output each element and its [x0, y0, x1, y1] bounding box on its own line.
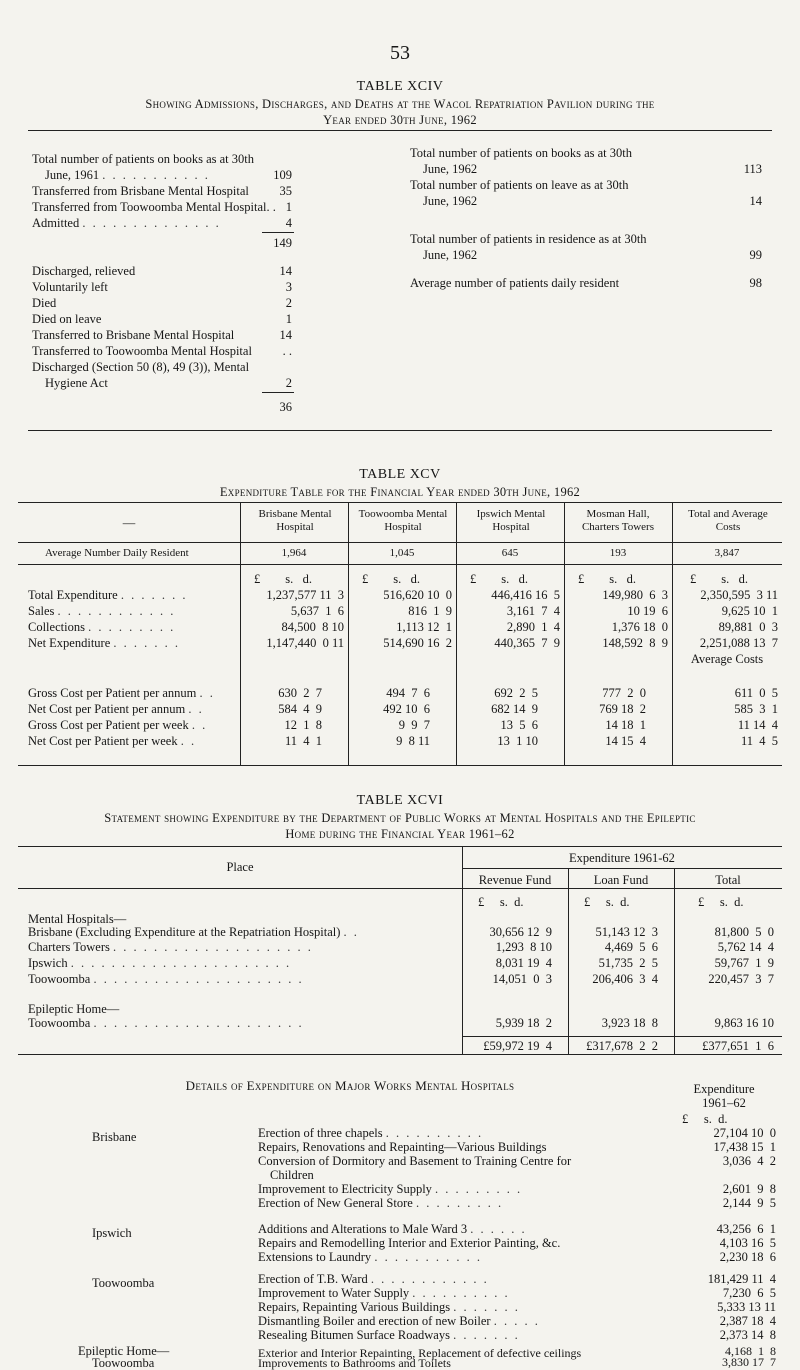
table-cell: 440,365 7 9: [494, 636, 560, 650]
table-cell: 5,762 14 4: [717, 940, 774, 954]
group-label: Epileptic Home—: [28, 1002, 120, 1016]
table-cell: 30,656 12 9: [489, 925, 552, 939]
list-item-label: Transferred to Brisbane Mental Hospital: [32, 328, 235, 342]
list-item-label: Transferred from Toowoomba Mental Hospital. .: [32, 200, 276, 214]
currency-header: £ s. d.: [690, 572, 748, 586]
currency-header: £ s. d.: [470, 572, 528, 586]
column-header: Ipswich Mental Hospital: [476, 508, 546, 533]
list-item-value: 7,230 6 5: [722, 1286, 776, 1300]
list-item-value: 113: [743, 162, 762, 176]
table-cell: 14 18 1: [605, 718, 646, 732]
row-label: Toowoomba . . . . . . . . . . . . . . . . . . . . .: [28, 1016, 304, 1030]
column-header: Mosman Hall, Charters Towers: [581, 508, 655, 533]
table-xcv-title: TABLE XCV: [359, 467, 441, 482]
table-cell: 645: [501, 547, 519, 559]
column-header: Expenditure: [693, 1082, 755, 1096]
list-item-label: Total number of patients on leave as at 30th: [410, 178, 629, 192]
table-cell: 193: [609, 547, 627, 559]
table-cell: 2,890 1 4: [506, 620, 560, 634]
list-item: Erection of T.B. Ward . . . . . . . . . . . .: [258, 1272, 489, 1286]
row-label: Gross Cost per Patient per week . .: [28, 718, 208, 732]
table-cell: 769 18 2: [599, 702, 646, 716]
table-xcv-subtitle: Expenditure Table for the Financial Year ended 30th June, 1962: [219, 485, 581, 499]
table-xciv-title: TABLE XCIV: [356, 79, 444, 94]
place-label: Ipswich: [92, 1226, 132, 1240]
table-cell: 816 1 9: [408, 604, 452, 618]
table-cell: 11 14 4: [737, 718, 778, 732]
currency-header: £ s. d.: [478, 895, 524, 909]
list-item-value: 99: [749, 248, 762, 262]
list-item: Improvements to Bathrooms and Toilets: [258, 1356, 451, 1370]
row-label: Net Cost per Patient per week . .: [28, 734, 197, 748]
table-cell: 5,637 1 6: [290, 604, 344, 618]
list-item: Improvement to Electricity Supply . . . . . . . . .: [258, 1182, 523, 1196]
currency-header: £ s. d.: [682, 1112, 728, 1126]
group-label: Mental Hospitals—: [28, 912, 127, 926]
table-cell: 777 2 0: [602, 686, 646, 700]
list-item-value: 2,601 9 8: [722, 1182, 776, 1196]
rule: [564, 502, 565, 765]
table-cell: 220,457 3 7: [708, 972, 774, 986]
list-item: Dismantling Boiler and erection of new Boiler . . . . .: [258, 1314, 540, 1328]
table-cell: 1,147,440 0 11: [266, 636, 344, 650]
table-cell: 682 14 9: [491, 702, 538, 716]
list-item-value: 4,103 16 5: [719, 1236, 776, 1250]
table-cell: 9,625 10 1: [721, 604, 778, 618]
table-cell: 2,251,088 13 7: [699, 636, 778, 650]
list-item: Improvement to Water Supply . . . . . . . . . .: [258, 1286, 510, 1300]
table-cell: 149,980 6 3: [602, 588, 668, 602]
row-label: Gross Cost per Patient per annum . .: [28, 686, 215, 700]
list-item: Repairs, Repainting Various Buildings . . . . . . .: [258, 1300, 520, 1314]
row-label: Sales . . . . . . . . . . . .: [28, 604, 176, 618]
list-item-value: 17,438 15 1: [713, 1140, 776, 1154]
table-cell: 3,923 18 8: [601, 1016, 658, 1030]
table-cell: 2,350,595 3 11: [700, 588, 778, 602]
column-header: 1961–62: [702, 1096, 746, 1110]
list-item-value: 181,429 11 4: [707, 1272, 776, 1286]
table-cell: 14,051 0 3: [492, 972, 552, 986]
list-item-label: Discharged (Section 50 (8), 49 (3)), Mental: [32, 360, 250, 374]
row-label: Brisbane (Excluding Expenditure at the Repatriation Hospital) . .: [28, 925, 359, 939]
place-label: Toowoomba: [92, 1276, 155, 1290]
table-cell: 13 1 10: [497, 734, 538, 748]
table-cell: 11 4 1: [284, 734, 322, 748]
table-cell: 692 2 5: [494, 686, 538, 700]
table-cell: 492 10 6: [383, 702, 430, 716]
list-item-value: 14: [279, 264, 292, 278]
table-cell: 206,406 3 4: [592, 972, 658, 986]
table-cell: 3,161 7 4: [506, 604, 560, 618]
table-cell: 59,767 1 9: [714, 956, 774, 970]
list-item-label: Died on leave: [32, 312, 102, 326]
column-header: Brisbane Mental Hospital: [258, 508, 332, 533]
rule: [28, 430, 772, 431]
table-cell: 494 7 6: [386, 686, 430, 700]
list-item: Repairs and Remodelling Interior and Exterior Painting, &c.: [258, 1236, 561, 1250]
subtotal-value: 36: [279, 400, 292, 414]
header-dash: —: [122, 516, 136, 530]
details-title: Details of Expenditure on Major Works Mental Hospitals: [185, 1078, 515, 1093]
table-cell: 5,939 18 2: [495, 1016, 552, 1030]
rule: [348, 502, 349, 765]
table-cell: 148,592 8 9: [602, 636, 668, 650]
table-cell: 1,237,577 11 3: [266, 588, 344, 602]
rule: [456, 502, 457, 765]
table-cell: 9,863 16 10: [714, 1016, 774, 1030]
rule: [18, 888, 782, 889]
list-item-value: 1: [285, 312, 292, 326]
row-header: Average Number Daily Resident: [45, 547, 189, 559]
list-item: Conversion of Dormitory and Basement to Training Centre for: [258, 1154, 572, 1168]
list-item: Erection of New General Store . . . . . . . . .: [258, 1196, 504, 1210]
rule: [18, 1054, 782, 1055]
list-item-label: Discharged, relieved: [32, 264, 136, 278]
list-item-value: 5,333 13 11: [717, 1300, 776, 1314]
rule: [28, 130, 772, 131]
table-xcvi-title: TABLE XCVI: [356, 793, 444, 808]
table-cell: 1,964: [281, 547, 307, 559]
column-header: Total: [715, 873, 741, 887]
currency-header: £ s. d.: [254, 572, 312, 586]
table-xciv-subtitle-2: Year ended 30th June, 1962: [323, 113, 477, 127]
rule: [462, 1036, 782, 1037]
table-cell: 89,881 0 3: [718, 620, 778, 634]
total-cell: £317,678 2 2: [586, 1039, 658, 1053]
list-item: Children: [270, 1168, 314, 1182]
list-item-value: 43,256 6 1: [716, 1222, 776, 1236]
place-label: Epileptic Home—: [78, 1344, 170, 1358]
table-cell: 14 15 4: [605, 734, 646, 748]
list-item: Extensions to Laundry . . . . . . . . . . .: [258, 1250, 482, 1264]
list-item-label: Admitted . . . . . . . . . . . . . .: [32, 216, 221, 230]
list-item-value: 27,104 10 0: [713, 1126, 776, 1140]
table-cell: 1,045: [389, 547, 415, 559]
list-item-label: June, 1962: [423, 248, 478, 262]
table-cell: 51,735 2 5: [598, 956, 658, 970]
column-header: Expenditure 1961-62: [569, 851, 675, 865]
table-cell: 1,376 18 0: [611, 620, 668, 634]
table-cell: 446,416 16 5: [491, 588, 560, 602]
list-item-value: 109: [273, 168, 292, 182]
list-item-value: 3,036 4 2: [722, 1154, 776, 1168]
table-cell: 584 4 9: [278, 702, 322, 716]
rule: [674, 868, 675, 1054]
total-cell: £377,651 1 6: [702, 1039, 774, 1053]
rule: [18, 765, 782, 766]
list-item-value: 2: [285, 376, 292, 390]
table-cell: 1,293 8 10: [495, 940, 552, 954]
table-cell: 9 8 11: [396, 734, 430, 748]
table-cell: 4,469 5 6: [604, 940, 658, 954]
table-cell: 8,031 19 4: [495, 956, 552, 970]
place-label: Brisbane: [92, 1130, 137, 1144]
list-item-label: Average number of patients daily resident: [410, 276, 620, 290]
list-item-label: Total number of patients on books as at 30th: [410, 146, 633, 160]
row-label: Net Expenditure . . . . . . .: [28, 636, 181, 650]
table-cell: 585 3 1: [734, 702, 778, 716]
total-cell: £59,972 19 4: [483, 1039, 552, 1053]
list-item-value: . .: [282, 344, 292, 358]
list-item-label: Total number of patients in residence as at 30th: [410, 232, 647, 246]
list-item: Repairs, Renovations and Repainting—Various Buildings: [258, 1140, 547, 1154]
row-label: Charters Towers . . . . . . . . . . . . . . . . . . . .: [28, 940, 313, 954]
row-label: Net Cost per Patient per annum . .: [28, 702, 204, 716]
row-label: Collections . . . . . . . . .: [28, 620, 176, 634]
subtotal-value: 149: [273, 236, 292, 250]
table-xciv-subtitle-1: Showing Admissions, Discharges, and Deaths at the Wacol Repatriation Pavilion during the: [145, 97, 655, 111]
currency-header: £ s. d.: [362, 572, 420, 586]
rule: [18, 502, 782, 503]
table-xcvi-subtitle-2: Home during the Financial Year 1961–62: [285, 827, 515, 841]
rule: [18, 542, 782, 543]
currency-header: £ s. d.: [584, 895, 630, 909]
table-cell: 12 1 8: [284, 718, 322, 732]
column-header: Loan Fund: [593, 873, 649, 887]
list-item-label: June, 1962: [423, 194, 478, 208]
list-item-label: Transferred to Toowoomba Mental Hospital: [32, 344, 252, 358]
table-cell: 516,620 10 0: [383, 588, 452, 602]
table-cell: 13 5 6: [500, 718, 538, 732]
list-item-label: Died: [32, 296, 57, 310]
currency-header: £ s. d.: [698, 895, 744, 909]
list-item-value: 2,144 9 5: [722, 1196, 776, 1210]
table-cell: 1,113 12 1: [396, 620, 452, 634]
table-cell: 81,800 5 0: [714, 925, 774, 939]
list-item-value: 2,230 18 6: [719, 1250, 776, 1264]
rule: [462, 868, 782, 869]
list-item-label: Voluntarily left: [32, 280, 108, 294]
rule: [262, 232, 294, 233]
average-costs-label: Average Costs: [690, 652, 764, 666]
table-cell: 51,143 12 3: [595, 925, 658, 939]
list-item-label: June, 1962: [423, 162, 478, 176]
table-cell: 3,847: [714, 547, 740, 559]
list-item-label: Total number of patients on books as at 30th: [32, 152, 255, 166]
column-header: Revenue Fund: [478, 873, 552, 887]
table-cell: 514,690 16 2: [383, 636, 452, 650]
table-cell: 10 19 6: [627, 604, 668, 618]
rule: [262, 392, 294, 393]
row-label: Ipswich . . . . . . . . . . . . . . . . . . . . . .: [28, 956, 292, 970]
list-item-value: 2,387 18 4: [719, 1314, 776, 1328]
table-cell: 630 2 7: [278, 686, 322, 700]
table-cell: 9 9 7: [398, 718, 430, 732]
list-item: Erection of three chapels . . . . . . . . . .: [258, 1126, 484, 1140]
list-item-value: 3,830 17 7: [722, 1355, 776, 1369]
list-item-value: 14: [279, 328, 292, 342]
list-item-value: 4: [285, 216, 292, 230]
list-item-value: 1: [285, 200, 292, 214]
list-item-value: 98: [749, 276, 762, 290]
list-item-value: 2,373 14 8: [719, 1328, 776, 1342]
list-item-value: 35: [279, 184, 292, 198]
table-cell: 611 0 5: [734, 686, 778, 700]
column-header: Total and Average Costs: [688, 508, 768, 533]
list-item-label: Hygiene Act: [45, 376, 108, 390]
list-item-label: Transferred from Brisbane Mental Hospital: [32, 184, 249, 198]
rule: [18, 846, 782, 847]
column-header: Place: [226, 860, 254, 874]
list-item: Resealing Bitumen Surface Roadways . . . . . . .: [258, 1328, 520, 1342]
rule: [18, 564, 782, 565]
column-header: Toowoomba Mental Hospital: [358, 508, 448, 533]
currency-header: £ s. d.: [578, 572, 636, 586]
list-item-value: 4,168 1 8: [725, 1344, 776, 1358]
table-cell: 84,500 8 10: [281, 620, 344, 634]
place-label: Toowoomba: [92, 1356, 155, 1370]
table-xcvi-subtitle-1: Statement showing Expenditure by the Department of Public Works at Mental Hospitals and the Epileptic: [104, 811, 696, 825]
rule: [672, 502, 673, 765]
page-number: 53: [390, 42, 410, 64]
list-item-value: 3: [285, 280, 292, 294]
rule: [568, 868, 569, 1054]
table-cell: 11 4 5: [740, 734, 778, 748]
list-item-value: 2: [285, 296, 292, 310]
rule: [240, 502, 241, 765]
row-label: Toowoomba . . . . . . . . . . . . . . . . . . . . .: [28, 972, 304, 986]
list-item-value: 14: [749, 194, 762, 208]
list-item-label: June, 1961 . . . . . . . . . . .: [45, 168, 210, 182]
list-item: Additions and Alterations to Male Ward 3 . . . . . .: [258, 1222, 527, 1236]
row-label: Total Expenditure . . . . . . .: [28, 588, 188, 602]
list-item: Exterior and Interior Repainting, Replacement of defective ceilings: [258, 1346, 582, 1360]
